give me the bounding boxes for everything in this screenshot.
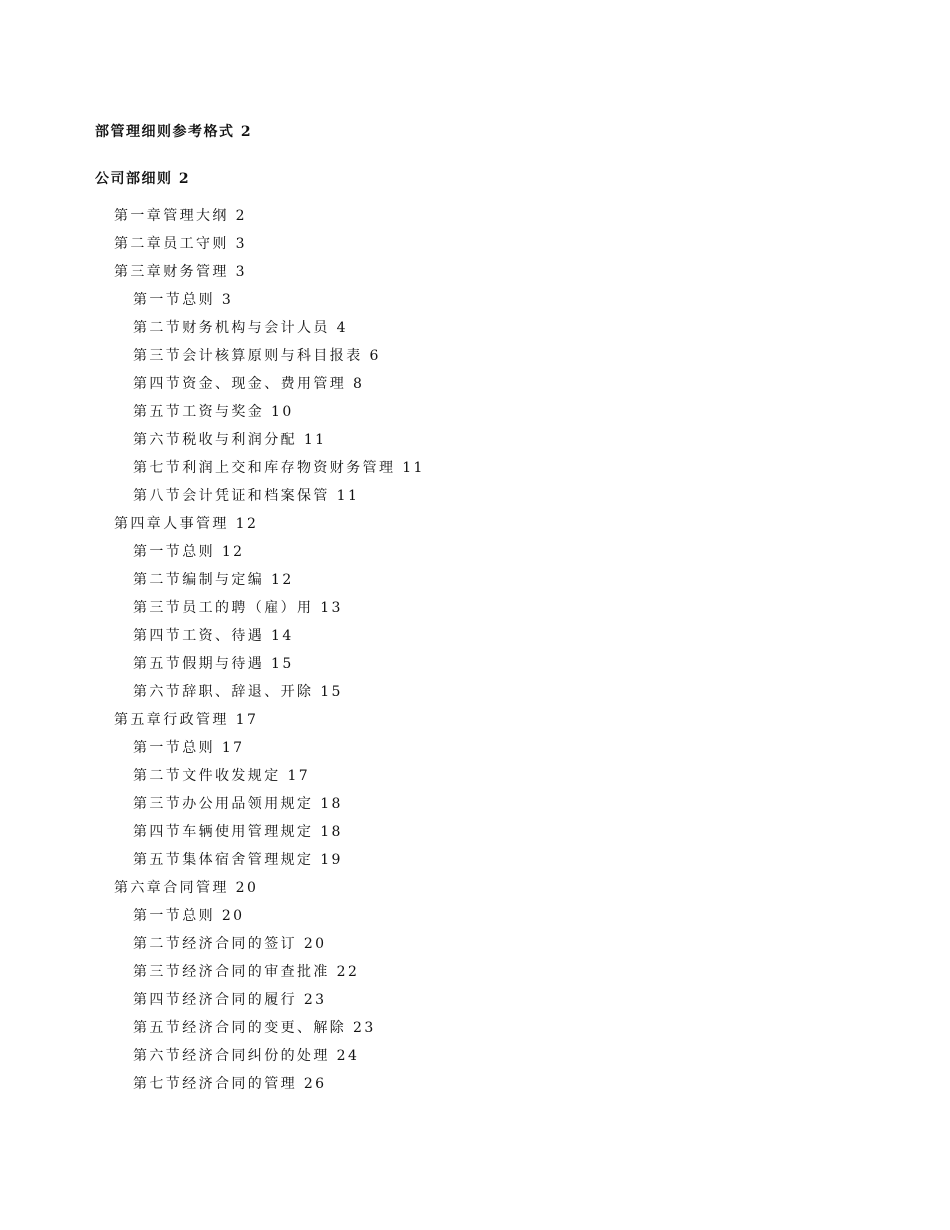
toc-entry-chapter[interactable]: 第四章人事管理 12 xyxy=(114,516,259,532)
toc-entry-section[interactable]: 第六节经济合同纠份的处理 24 xyxy=(133,1048,360,1064)
toc-entry-section[interactable]: 第一节总则 12 xyxy=(133,544,245,560)
toc-entry-section[interactable]: 第六节税收与利润分配 11 xyxy=(133,432,327,448)
toc-section-title[interactable]: 公司部细则 2 xyxy=(95,171,191,187)
toc-entry-section[interactable]: 第四节经济合同的履行 23 xyxy=(133,992,327,1008)
toc-entry-section[interactable]: 第七节利润上交和库存物资财务管理 11 xyxy=(133,460,425,476)
toc-entry-chapter[interactable]: 第五章行政管理 17 xyxy=(114,712,259,728)
toc-entry-section[interactable]: 第八节会计凭证和档案保管 11 xyxy=(133,488,360,504)
toc-main-title[interactable]: 部管理细则参考格式 2 xyxy=(95,124,253,140)
toc-entry-section[interactable]: 第三节员工的聘（雇）用 13 xyxy=(133,600,343,616)
toc-entry-section[interactable]: 第三节办公用品领用规定 18 xyxy=(133,796,343,812)
toc-entry-section[interactable]: 第五节假期与待遇 15 xyxy=(133,656,294,672)
toc-entry-section[interactable]: 第二节财务机构与会计人员 4 xyxy=(133,320,348,336)
toc-entry-section[interactable]: 第四节资金、现金、费用管理 8 xyxy=(133,376,365,392)
toc-entry-section[interactable]: 第四节车辆使用管理规定 18 xyxy=(133,824,343,840)
toc-entry-section[interactable]: 第二节经济合同的签订 20 xyxy=(133,936,327,952)
toc-entry-section[interactable]: 第五节集体宿舍管理规定 19 xyxy=(133,852,343,868)
toc-entry-section[interactable]: 第一节总则 17 xyxy=(133,740,245,756)
toc-entry-section[interactable]: 第七节经济合同的管理 26 xyxy=(133,1076,327,1092)
toc-entry-section[interactable]: 第三节会计核算原则与科目报表 6 xyxy=(133,348,381,364)
toc-entry-chapter[interactable]: 第二章员工守则 3 xyxy=(114,236,247,252)
toc-entry-section[interactable]: 第三节经济合同的审查批准 22 xyxy=(133,964,360,980)
toc-entry-section[interactable]: 第五节经济合同的变更、解除 23 xyxy=(133,1020,376,1036)
toc-entry-section[interactable]: 第二节文件收发规定 17 xyxy=(133,768,311,784)
toc-entry-section[interactable]: 第五节工资与奖金 10 xyxy=(133,404,294,420)
toc-entry-chapter[interactable]: 第三章财务管理 3 xyxy=(114,264,247,280)
toc-entry-section[interactable]: 第二节编制与定编 12 xyxy=(133,572,294,588)
toc-entry-section[interactable]: 第一节总则 20 xyxy=(133,908,245,924)
toc-entry-section[interactable]: 第一节总则 3 xyxy=(133,292,234,308)
toc-entry-section[interactable]: 第六节辞职、辞退、开除 15 xyxy=(133,684,343,700)
toc-entry-chapter[interactable]: 第一章管理大纲 2 xyxy=(114,208,247,224)
toc-entry-section[interactable]: 第四节工资、待遇 14 xyxy=(133,628,294,644)
toc-entry-chapter[interactable]: 第六章合同管理 20 xyxy=(114,880,259,896)
